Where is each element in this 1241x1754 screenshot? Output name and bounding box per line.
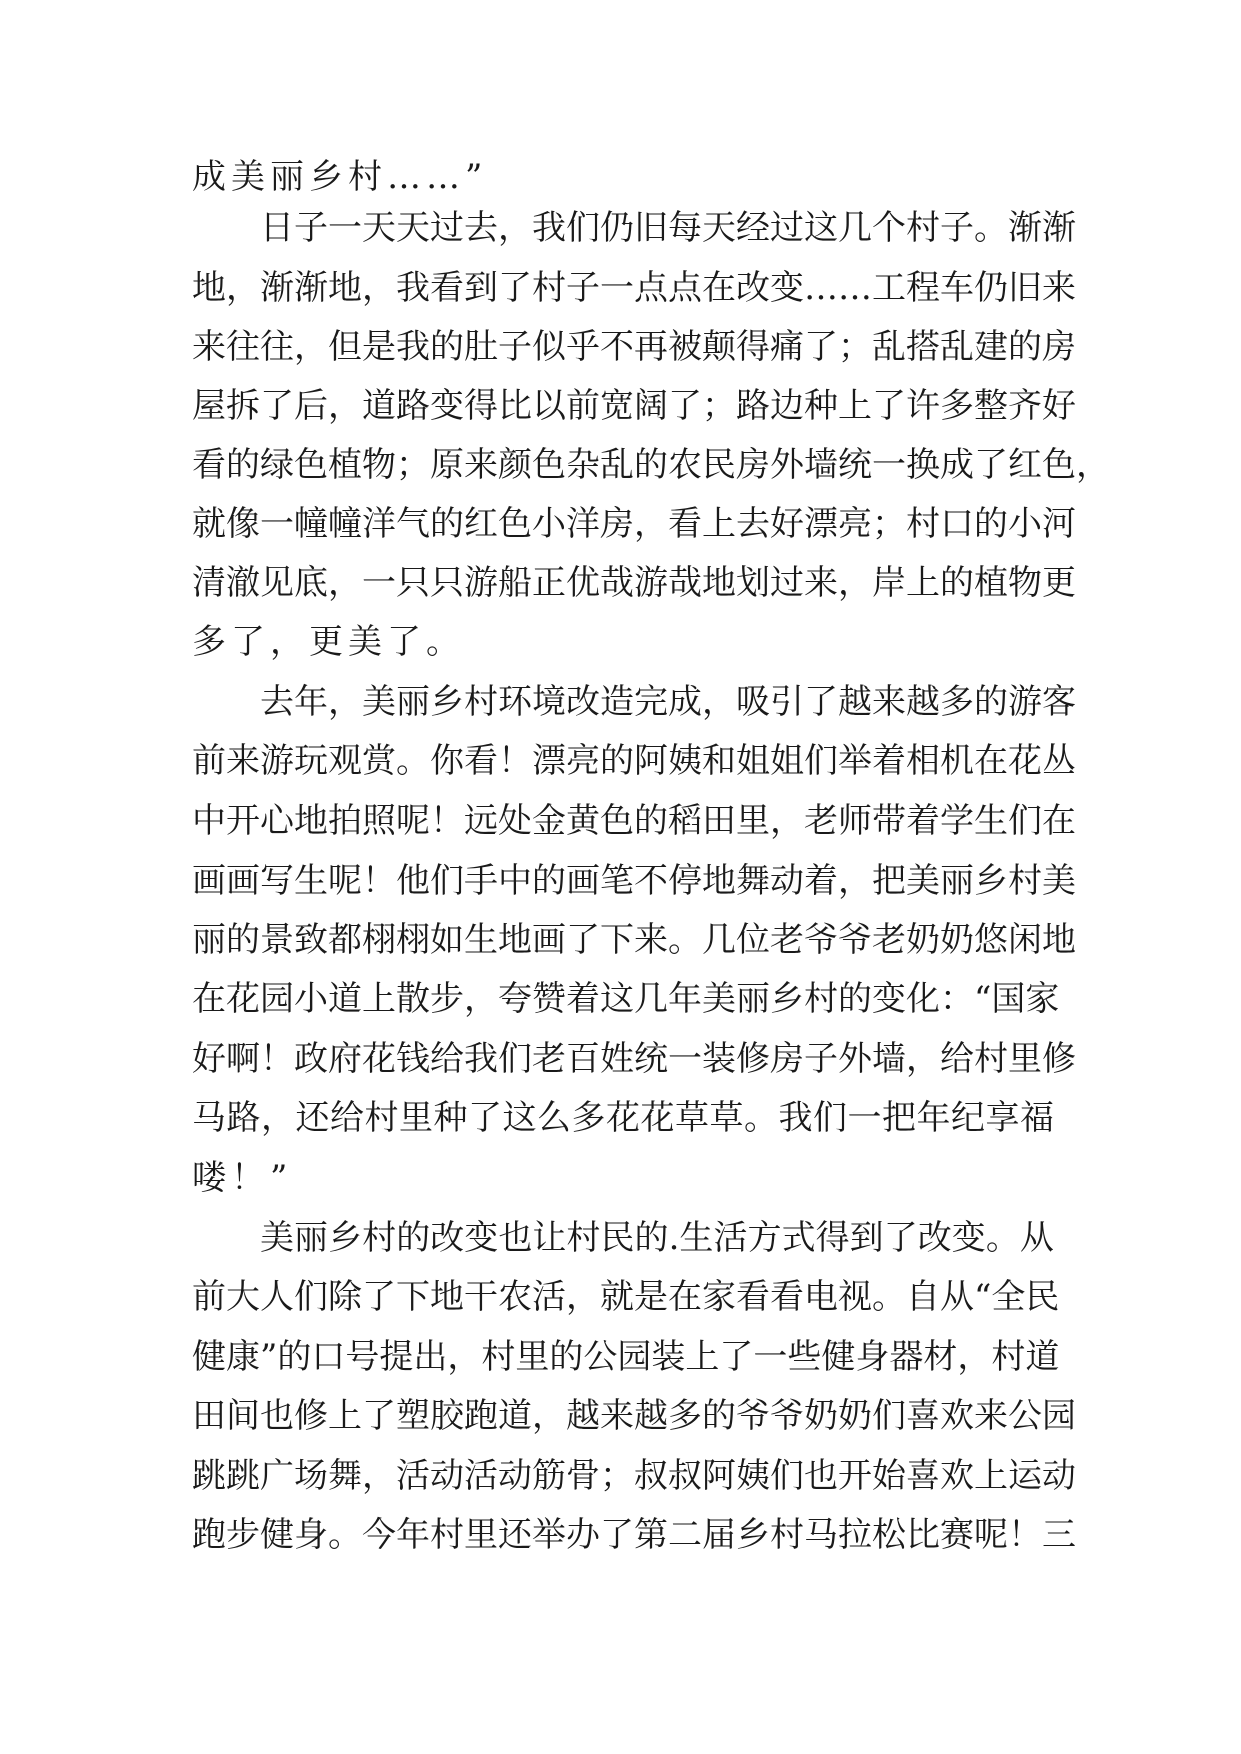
text-line: 丽 的 景 致 都 栩 栩 如 生 地 画 了 下 来 。 几 位 老 爷 爷 老 奶 奶 悠 闲 地	[192, 920, 1076, 960]
text-line-indented: 去 年 ， 美 丽 乡 村 环 境 改 造 完 成 ， 吸 引 了 越 来 越 多 的 游 客	[260, 682, 1076, 722]
text-line: 中 开 心 地 拍 照 呢 ！ 远 处 金 黄 色 的 稻 田 里 ， 老 师 带 着 学 生 们 在	[192, 801, 1076, 841]
text-line: 地 ， 渐 渐 地 ， 我 看 到 了 村 子 一 点 点 在 改 变 … … 工 程 车 仍 旧 来	[192, 268, 1076, 308]
text-line: 来 往 往 ， 但 是 我 的 肚 子 似 乎 不 再 被 颠 得 痛 了 ； 乱 搭 乱 建 的 房	[192, 327, 1076, 367]
text-line: 成美丽乡村……”	[192, 157, 488, 197]
text-line: 跑 步 健 身 。 今 年 村 里 还 举 办 了 第 二 届 乡 村 马 拉 松 比 赛 呢 ！ 三	[192, 1515, 1076, 1555]
text-line: 好 啊 ！ 政 府 花 钱 给 我 们 老 百 姓 统 一 装 修 房 子 外 墙 ， 给 村 里 修	[192, 1039, 1076, 1079]
text-line: 看 的 绿 色 植 物 ； 原 来 颜 色 杂 乱 的 农 民 房 外 墙 统 一 换 成 了 红 色 ，	[192, 445, 1110, 485]
text-line: 喽！”	[192, 1158, 293, 1198]
text-line: 多了，更美了。	[192, 622, 465, 662]
text-line-indented: 日 子 一 天 天 过 去 ， 我 们 仍 旧 每 天 经 过 这 几 个 村 子 。 渐 渐	[260, 208, 1076, 248]
text-line: 清 澈 见 底 ， 一 只 只 游 船 正 优 哉 游 哉 地 划 过 来 ， 岸 上 的 植 物 更	[192, 563, 1076, 603]
text-line: 就 像 一 幢 幢 洋 气 的 红 色 小 洋 房 ， 看 上 去 好 漂 亮 ； 村 口 的 小 河	[192, 504, 1076, 544]
text-line: 画 画 写 生 呢 ！ 他 们 手 中 的 画 笔 不 停 地 舞 动 着 ， 把 美 丽 乡 村 美	[192, 861, 1076, 901]
text-line: 在 花 园 小 道 上 散 步 ， 夸 赞 着 这 几 年 美 丽 乡 村 的 变 化 ： “ 国 家	[192, 979, 1060, 1019]
text-line: 跳 跳 广 场 舞 ， 活 动 活 动 筋 骨 ； 叔 叔 阿 姨 们 也 开 始 喜 欢 上 运 动	[192, 1456, 1076, 1496]
text-line: 前 大 人 们 除 了 下 地 干 农 活 ， 就 是 在 家 看 看 电 视 。 自 从 “ 全 民	[192, 1277, 1060, 1317]
text-line: 健 康 ” 的 口 号 提 出 ， 村 里 的 公 园 装 上 了 一 些 健 身 器 材 ， 村 道	[192, 1337, 1060, 1377]
text-line: 前 来 游 玩 观 赏 。 你 看 ！ 漂 亮 的 阿 姨 和 姐 姐 们 举 着 相 机 在 花 丛	[192, 741, 1076, 781]
text-line: 屋 拆 了 后 ， 道 路 变 得 比 以 前 宽 阔 了 ； 路 边 种 上 了 许 多 整 齐 好	[192, 386, 1076, 426]
text-line-indented: 美 丽 乡 村 的 改 变 也 让 村 民 的 . 生 活 方 式 得 到 了 改 变 。 从	[260, 1218, 1054, 1258]
text-line: 马 路 ， 还 给 村 里 种 了 这 么 多 花 花 草 草 。 我 们 一 把 年 纪 享 福	[192, 1098, 1054, 1138]
text-line: 田 间 也 修 上 了 塑 胶 跑 道 ， 越 来 越 多 的 爷 爷 奶 奶 们 喜 欢 来 公 园	[192, 1396, 1076, 1436]
